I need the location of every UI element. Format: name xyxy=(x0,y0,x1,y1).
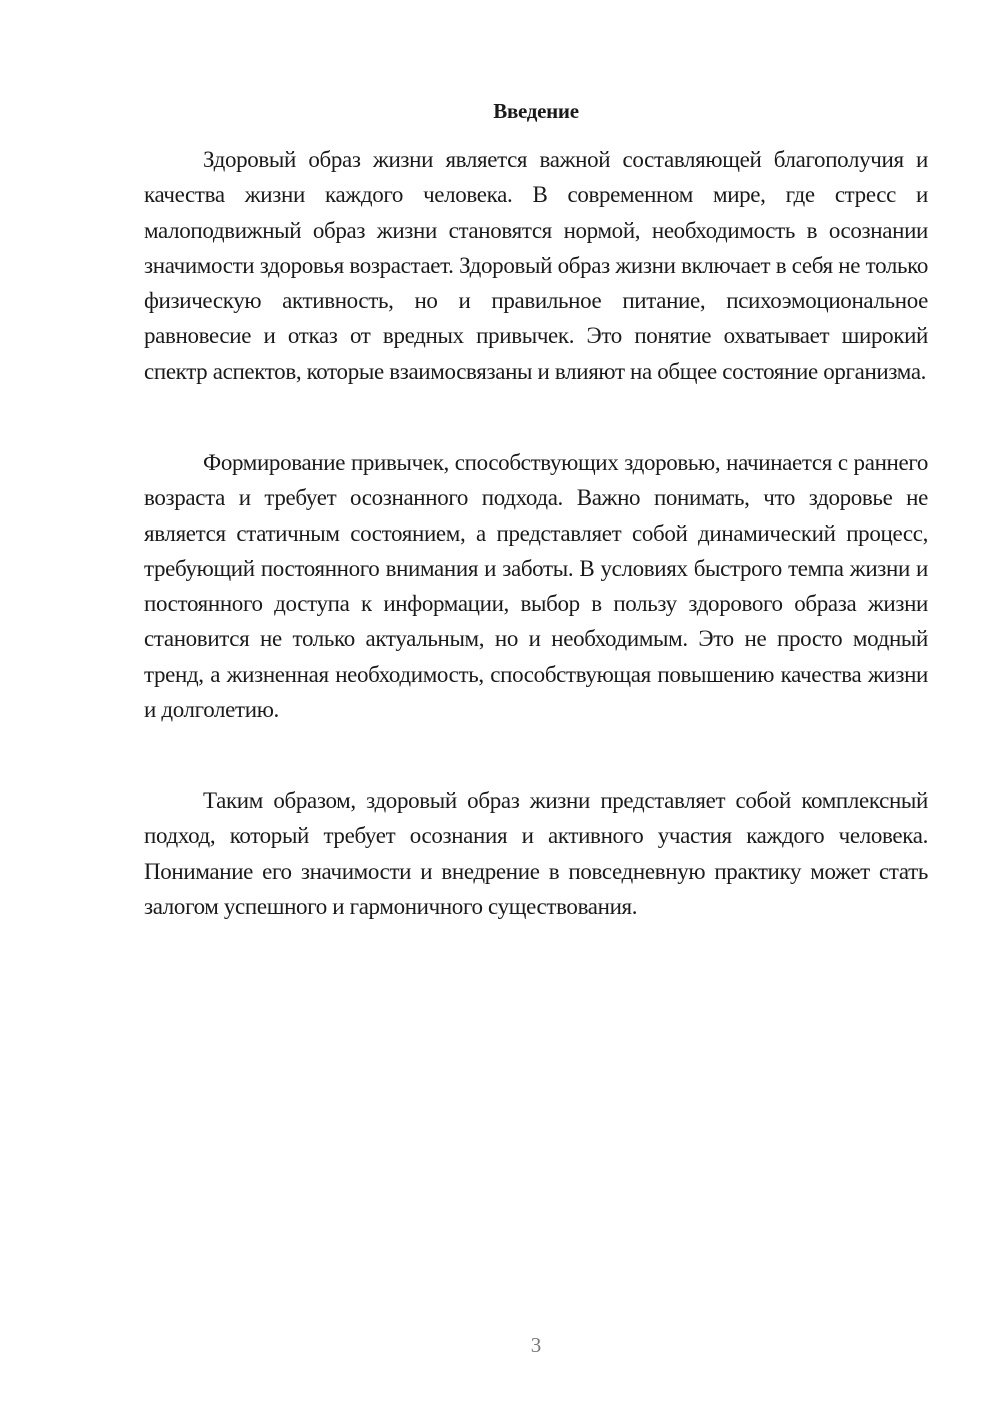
paragraph-2-container xyxy=(144,445,928,727)
paragraph-1-container xyxy=(144,142,928,389)
paragraph-intro: Здоровый образ жизни является важной составляющей благополучия и качества жизни каждого человека. В современном мире, где стресс и малоподвижный образ жизни становятся нормой, необходимость в осознании значимости здоровья возрастает. Здоровый образ жизни включает в себя не только физическую активность, но и правильное питание, психоэмоциональное равновесие и отказ от вредных привычек. Это понятие охватывает широкий спектр аспектов, которые взаимосвязаны и влияют на общее состояние организма. xyxy=(144,147,928,384)
paragraph-3-container xyxy=(144,783,928,924)
page-number: 3 xyxy=(530,1333,542,1357)
section-heading: Введение xyxy=(493,99,579,123)
paragraph-habits: Формирование привычек, способствующих здоровью, начинается с раннего возраста и требует осознанного подхода. Важно понимать, что здоровье не является статичным состоянием, а представляет собой динамический процесс, требующий постоянного внимания и заботы. В условиях быстрого темпа жизни и постоянного доступа к информации, выбор в пользу здорового образа жизни становится не только актуальным, но и необходимым. Это не просто модный тренд, а жизненная необходимость, способствующая повышению качества жизни и долголетию. xyxy=(144,450,928,723)
paragraph-conclusion: Таким образом, здоровый образ жизни представляет собой комплексный подход, который требует осознания и активного участия каждого человека. Понимание его значимости и внедрение в повседневную практику может стать залогом успешного и гармоничного существования. xyxy=(144,788,928,919)
